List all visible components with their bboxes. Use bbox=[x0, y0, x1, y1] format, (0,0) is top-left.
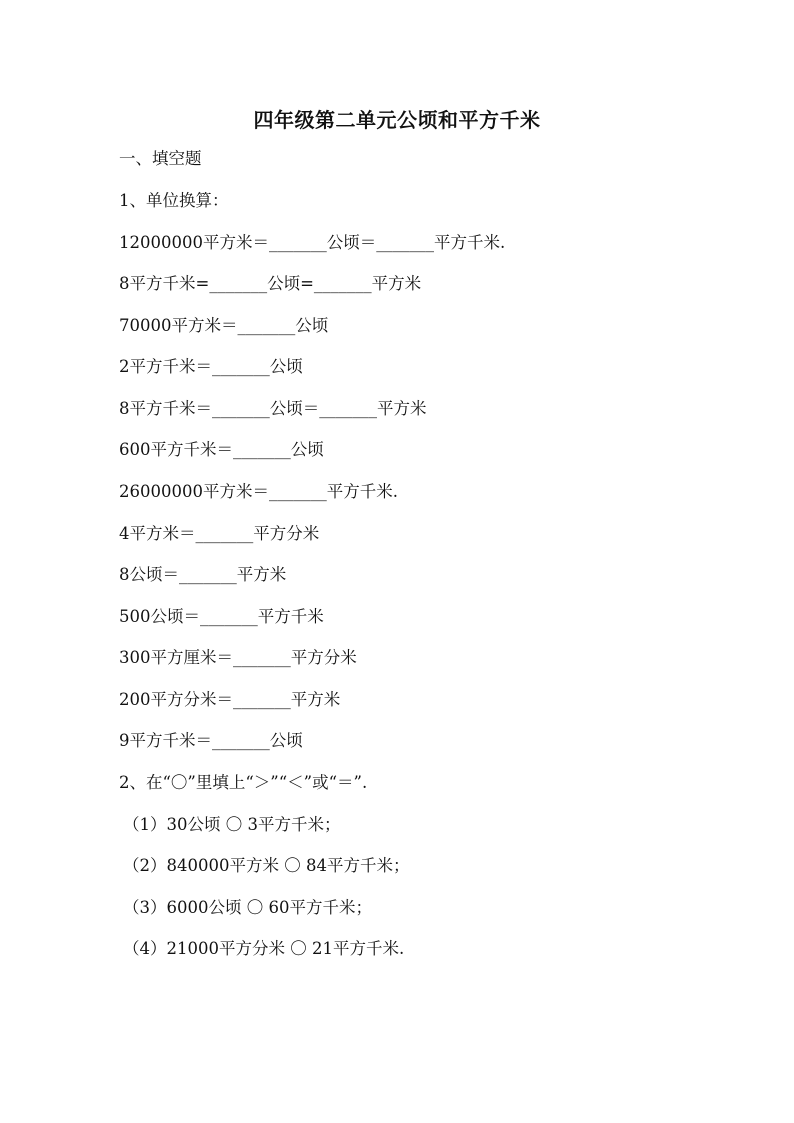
question-1-heading: 1、单位换算： bbox=[119, 191, 229, 210]
conversion-line-12: 200平方分米＝_______平方米 bbox=[119, 690, 341, 709]
conversion-line-5: 8平方千米＝_______公顷＝_______平方米 bbox=[119, 399, 427, 418]
document-title: 四年级第二单元公顷和平方千米 bbox=[253, 108, 541, 132]
conversion-line-13: 9平方千米＝_______公顷 bbox=[119, 731, 303, 750]
question-2-heading: 2、在“〇”里填上“＞”“＜”或“＝”. bbox=[119, 773, 368, 792]
conversion-line-3: 70000平方米＝_______公顷 bbox=[119, 316, 329, 335]
conversion-line-9: 8公顷＝_______平方米 bbox=[119, 565, 287, 584]
conversion-line-6: 600平方千米＝_______公顷 bbox=[119, 440, 324, 459]
conversion-line-4: 2平方千米＝_______公顷 bbox=[119, 357, 303, 376]
conversion-line-11: 300平方厘米＝_______平方分米 bbox=[119, 648, 357, 667]
comparison-item-1: （1）30公顷 〇 3平方千米； bbox=[123, 815, 341, 834]
comparison-item-2: （2）840000平方米 〇 84平方千米； bbox=[123, 856, 410, 875]
conversion-line-7: 26000000平方米＝_______平方千米. bbox=[119, 482, 398, 501]
conversion-line-2: 8平方千米=_______公顷=_______平方米 bbox=[119, 274, 422, 293]
conversion-line-1: 12000000平方米＝_______公顷＝_______平方千米. bbox=[119, 233, 506, 252]
conversion-line-10: 500公顷＝_______平方千米 bbox=[119, 607, 324, 626]
comparison-item-4: （4）21000平方分米 〇 21平方千米. bbox=[123, 939, 405, 958]
section-heading: 一、填空题 bbox=[119, 149, 202, 168]
comparison-item-3: （3）6000公顷 〇 60平方千米； bbox=[123, 898, 372, 917]
conversion-line-8: 4平方米＝_______平方分米 bbox=[119, 524, 320, 543]
